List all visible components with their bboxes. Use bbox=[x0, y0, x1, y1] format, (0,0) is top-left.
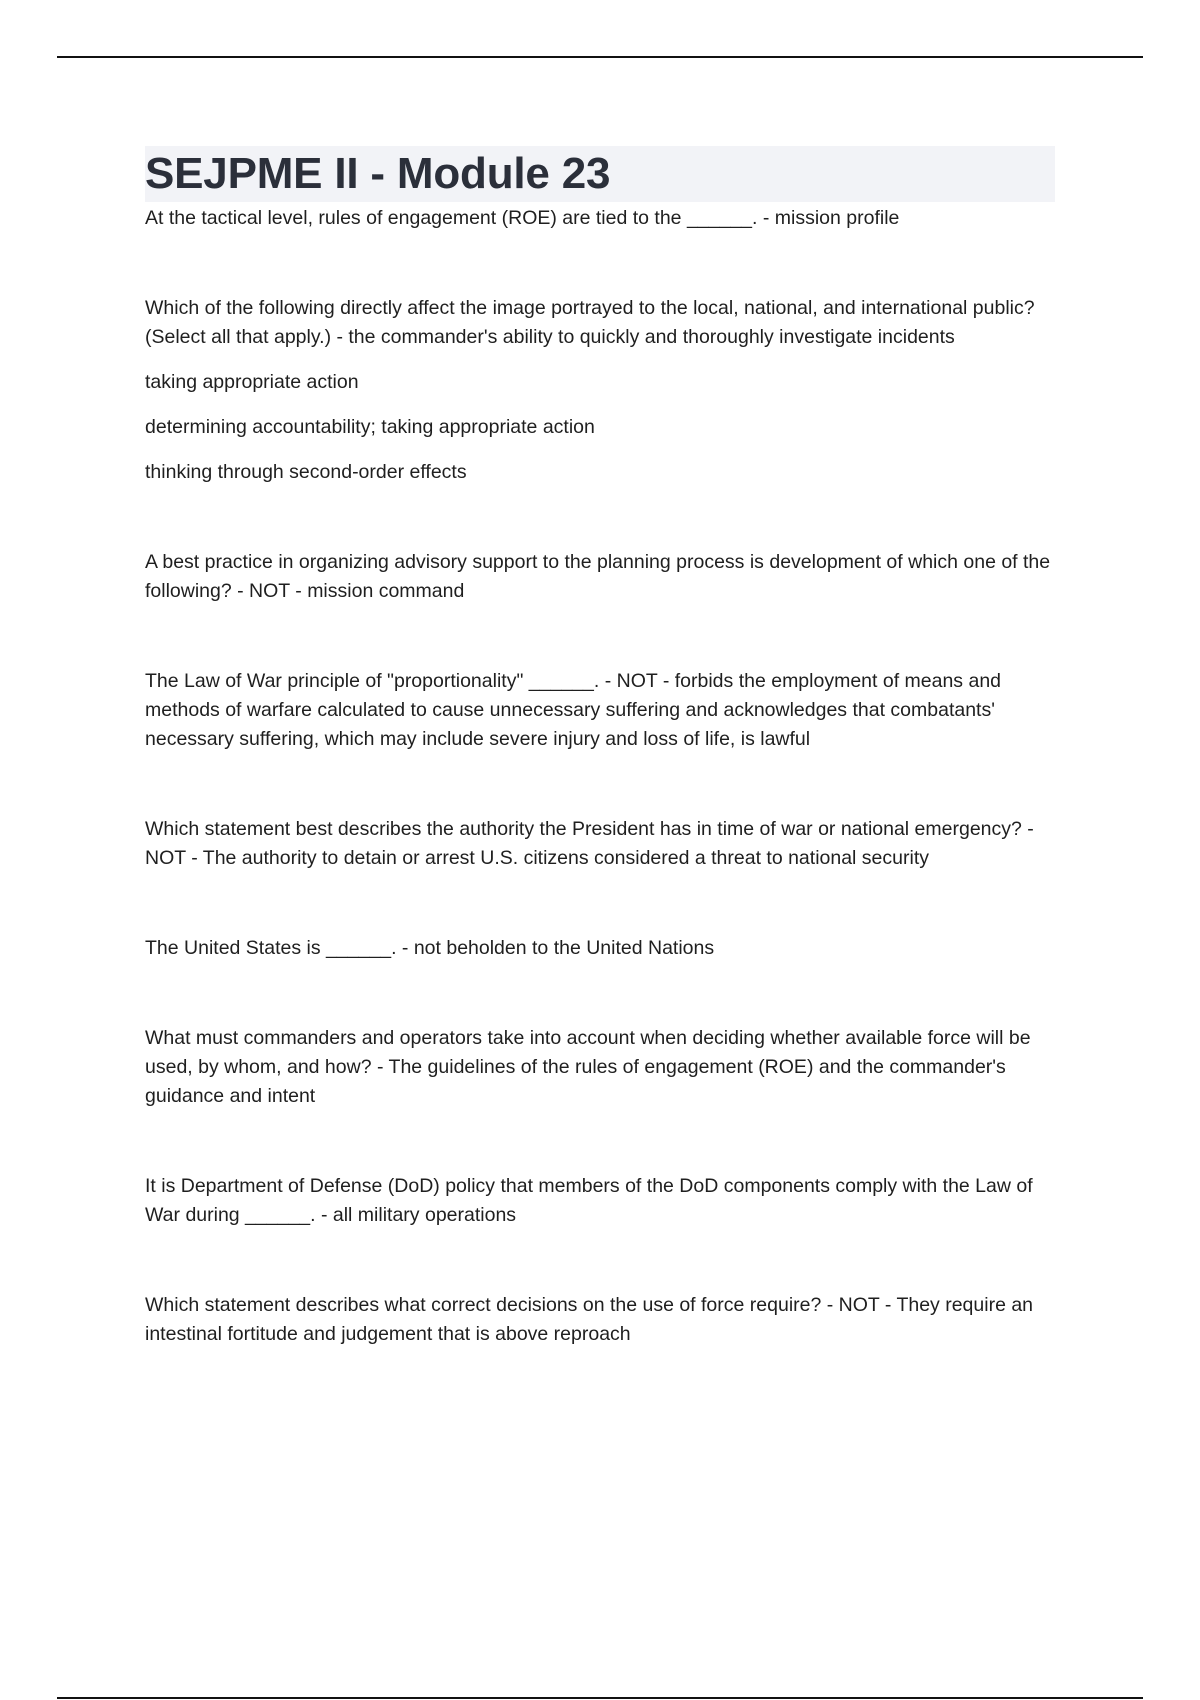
qa-text: What must commanders and operators take into account when deciding whether available force will be used, by whom, and how? - The guidelines of the rules of engagement (ROE) and the commander's guidance and intent bbox=[145, 1027, 1031, 1107]
document-body bbox=[145, 146, 1055, 1349]
title-band bbox=[145, 146, 1055, 202]
qa-item-6 bbox=[145, 934, 1055, 963]
qa-text: At the tactical level, rules of engagement (ROE) are tied to the ______. - mission profile bbox=[145, 207, 900, 229]
qa-option: thinking through second-order effects bbox=[145, 461, 467, 483]
qa-item-4 bbox=[145, 667, 1055, 754]
qa-text: It is Department of Defense (DoD) policy that members of the DoD components comply with the Law of War during ______. - all military operations bbox=[145, 1175, 1033, 1226]
qa-text: Which statement best describes the authority the President has in time of war or national emergency? - NOT - The authority to detain or arrest U.S. citizens considered a threat to national security bbox=[145, 818, 1034, 869]
qa-item-1 bbox=[145, 204, 1055, 233]
qa-option: taking appropriate action bbox=[145, 371, 359, 393]
qa-item-5 bbox=[145, 815, 1055, 873]
document-title: SEJPME II - Module 23 bbox=[145, 149, 611, 198]
qa-item-2 bbox=[145, 294, 1055, 487]
qa-text: The Law of War principle of "proportionality" ______. - NOT - forbids the employment of means and methods of warfare calculated to cause unnecessary suffering and acknowledges that combatants' necessary suffering, which may include severe injury and loss of life, is lawful bbox=[145, 670, 1002, 750]
qa-item-8 bbox=[145, 1172, 1055, 1230]
qa-text: Which statement describes what correct decisions on the use of force require? - NOT - They require an intestinal fortitude and judgement that is above reproach bbox=[145, 1294, 1034, 1345]
qa-option: determining accountability; taking appropriate action bbox=[145, 416, 595, 438]
bottom-rule bbox=[57, 1697, 1143, 1699]
qa-text: The United States is ______. - not beholden to the United Nations bbox=[145, 937, 715, 959]
qa-item-7 bbox=[145, 1024, 1055, 1111]
top-rule bbox=[57, 56, 1143, 58]
qa-item-9 bbox=[145, 1291, 1055, 1349]
qa-text: A best practice in organizing advisory support to the planning process is development of which one of the following? - NOT - mission command bbox=[145, 551, 1051, 602]
qa-text: Which of the following directly affect the image portrayed to the local, national, and international public? (Select all that apply.) - the commander's ability to quickly and thoroughly investigate incidents bbox=[145, 297, 1035, 348]
qa-item-3 bbox=[145, 548, 1055, 606]
